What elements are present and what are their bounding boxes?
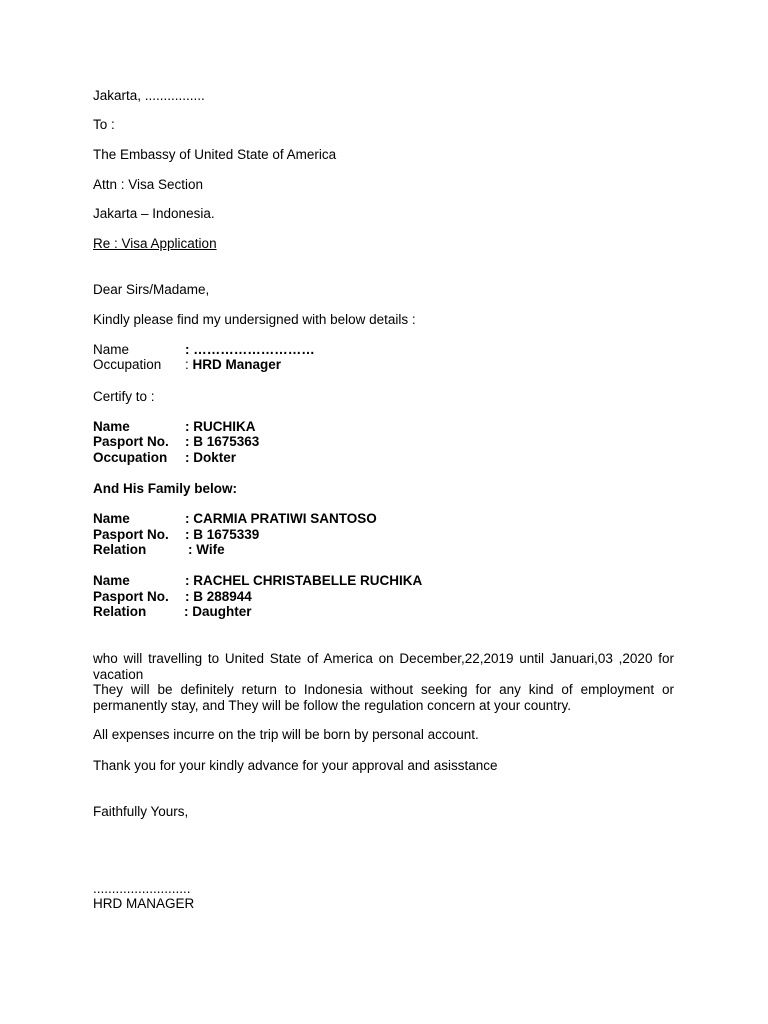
family-name-row xyxy=(93,573,493,589)
thanks-paragraph: Thank you for your kindly advance for your approval and asisstance xyxy=(93,758,498,773)
applicant-occupation-value: : Dokter xyxy=(185,450,237,465)
family-passport-value: : B 288944 xyxy=(185,589,252,604)
family-passport-label: Pasport No. xyxy=(93,527,169,542)
applicant-name-label: Name xyxy=(93,419,130,434)
applicant-name-value: : RUCHIKA xyxy=(185,419,256,434)
applicant-passport-row xyxy=(93,434,493,450)
family-relation-row xyxy=(93,542,493,558)
applicant-passport-label: Pasport No. xyxy=(93,434,169,449)
recipient: The Embassy of United State of America xyxy=(93,147,337,162)
family-name-row xyxy=(93,511,493,527)
travel-paragraph: who will travelling to United State of America on December,22,2019 until Januari,03 ,2020 for vacation xyxy=(93,651,674,682)
return-paragraph: They will be definitely return to Indonesia without seeking for any kind of employment or permanently stay, and They will be follow the regulation concern at your country. xyxy=(93,682,674,713)
family-heading: And His Family below: xyxy=(93,481,238,496)
expenses-paragraph: All expenses incurre on the trip will be born by personal account. xyxy=(93,727,479,742)
family-name-label: Name xyxy=(93,511,130,526)
undersigned-occupation-colon: : xyxy=(185,357,193,372)
to-label: To : xyxy=(93,117,115,132)
family-passport-row xyxy=(93,589,493,605)
family-relation-label: Relation xyxy=(93,542,147,557)
undersigned-name-label: Name xyxy=(93,342,130,357)
undersigned-occupation-row xyxy=(93,357,493,373)
closing-salutation: Faithfully Yours, xyxy=(93,804,189,819)
greeting: Dear Sirs/Madame, xyxy=(93,282,210,297)
applicant-occupation-row xyxy=(93,450,493,466)
undersigned-occupation-label: Occupation xyxy=(93,357,162,372)
family-passport-value: : B 1675339 xyxy=(185,527,260,542)
family-name-label: Name xyxy=(93,573,130,588)
applicant-passport-value: : B 1675363 xyxy=(185,434,260,449)
family-name-value: : RACHEL CHRISTABELLE RUCHIKA xyxy=(185,573,423,588)
applicant-name-row xyxy=(93,419,493,435)
location-line: Jakarta – Indonesia. xyxy=(93,206,215,221)
family-relation-row xyxy=(93,604,493,620)
family-passport-label: Pasport No. xyxy=(93,589,169,604)
family-name-value: : CARMIA PRATIWI SANTOSO xyxy=(185,511,377,526)
family-passport-row xyxy=(93,527,493,543)
signature-line: .......................... xyxy=(93,881,191,896)
family-relation-label: Relation xyxy=(93,604,147,619)
signer-title: HRD MANAGER xyxy=(93,896,195,911)
intro-text: Kindly please find my undersigned with below details : xyxy=(93,312,416,327)
family-relation-value: : Wife xyxy=(188,542,225,557)
subject-line: Re : Visa Application xyxy=(93,236,217,251)
applicant-occupation-label: Occupation xyxy=(93,450,168,465)
attn-line: Attn : Visa Section xyxy=(93,177,204,192)
family-relation-value: : Daughter xyxy=(184,604,252,619)
undersigned-name-row xyxy=(93,342,493,358)
certify-to: Certify to : xyxy=(93,389,155,404)
undersigned-name-value: : ……………………… xyxy=(185,342,315,357)
undersigned-occupation-value: HRD Manager xyxy=(192,357,282,372)
place-date: Jakarta, ................ xyxy=(93,88,205,103)
